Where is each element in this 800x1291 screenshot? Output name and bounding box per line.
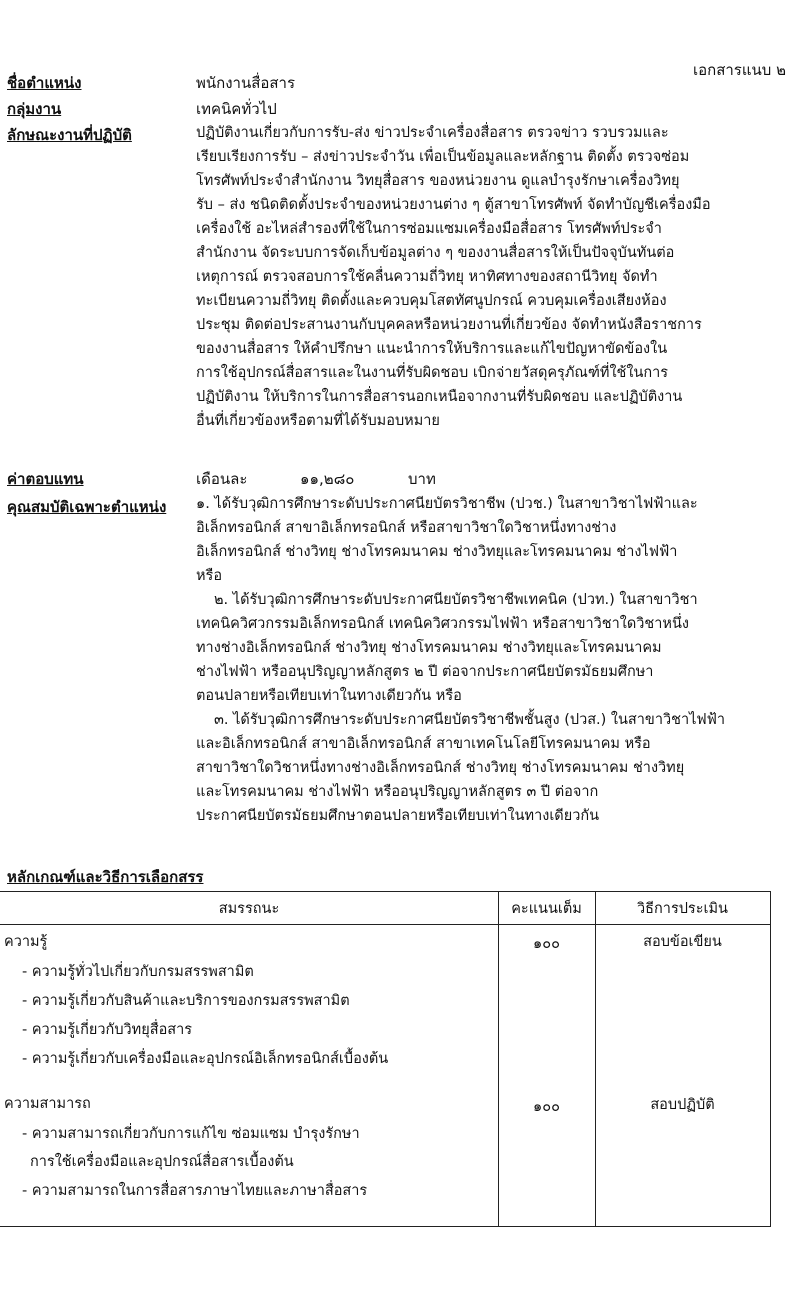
duties-label: ลักษณะงานที่ปฏิบัติ <box>7 126 132 144</box>
duties-line: เครื่องใช้ อะไหล่สำรองที่ใช้ในการซ่อมแซมเครื่องมือสื่อสาร โทรศัพท์ประจำ <box>196 221 662 237</box>
duties-line: รับ – ส่ง ชนิดติดตั้งประจำของหน่วยงานต่าง ๆ ตู้สาขาโทรศัพท์ จัดทำบัญชีเครื่องมือ <box>196 197 711 213</box>
qualification-line: ๑. ได้รับวุฒิการศึกษาระดับประกาศนียบัตรวิชาชีพ (ปวช.) ในสาขาวิชาไฟฟ้าและ <box>196 496 698 512</box>
ability-score: ๑๐๐ <box>533 1099 560 1115</box>
qualification-line: ๒. ได้รับวุฒิการศึกษาระดับประกาศนียบัตรวิชาชีพเทคนิค (ปวท.) ในสาขาวิชา <box>214 592 698 608</box>
qualification-line: สาขาวิชาใดวิชาหนึ่งทางช่างอิเล็กทรอนิกส์ ช่างวิทยุ ช่างโทรคมนาคม ช่างวิทยุ <box>196 760 685 776</box>
qualification-line: ประกาศนียบัตรมัธยมศึกษาตอนปลายหรือเทียบเท่าในทางเดียวกัน <box>196 808 600 824</box>
duties-line: ปฏิบัติงานเกี่ยวกับการรับ-ส่ง ข่าวประจำเครื่องสื่อสาร ตรวจข่าว รวบรวมและ <box>196 125 669 141</box>
qualification-line: เทคนิควิศวกรรมอิเล็กทรอนิกส์ เทคนิควิศวกรรมไฟฟ้า หรือสาขาวิชาใดวิชาหนึ่ง <box>196 616 689 632</box>
position-name-label: ชื่อตำแหน่ง <box>7 74 82 92</box>
ability-item: การใช้เครื่องมือและอุปกรณ์สื่อสารเบื้องต้น <box>30 1154 294 1170</box>
competency-knowledge: ความรู้ <box>4 934 48 950</box>
qualification-line: อิเล็กทรอนิกส์ ช่างวิทยุ ช่างโทรคมนาคม ช่างวิทยุและโทรคมนาคม ช่างไฟฟ้า <box>196 544 678 560</box>
knowledge-item: - ความรู้เกี่ยวกับเครื่องมือและอุปกรณ์อิเล็กทรอนิกส์เบื้องต้น <box>22 1051 389 1067</box>
competency-ability: ความสามารถ <box>4 1096 91 1112</box>
qualification-line: อิเล็กทรอนิกส์ สาขาอิเล็กทรอนิกส์ หรือสาขาวิชาใดวิชาหนึ่งทางช่าง <box>196 520 617 536</box>
qualification-line: ทางช่างอิเล็กทรอนิกส์ ช่างวิทยุ ช่างโทรคมนาคม ช่างวิทยุและโทรคมนาคม <box>196 640 662 656</box>
knowledge-score: ๑๐๐ <box>533 936 560 952</box>
duties-line: อื่นที่เกี่ยวข้องหรือตามที่ได้รับมอบหมาย <box>196 413 440 429</box>
duties-line: เรียบเรียงการรับ – ส่งข่าวประจำวัน เพื่อเป็นข้อมูลและหลักฐาน ติดตั้ง ตรวจซ่อม <box>196 149 690 165</box>
duties-line: ประชุม ติดต่อประสานงานกับบุคคลหรือหน่วยงานที่เกี่ยวข้อง จัดทำหนังสือราชการ <box>196 317 702 333</box>
qualification-line: ช่างไฟฟ้า หรืออนุปริญญาหลักสูตร ๒ ปี ต่อจากประกาศนียบัตรมัธยมศึกษา <box>196 664 654 680</box>
criteria-title: หลักเกณฑ์และวิธีการเลือกสรร <box>7 868 204 886</box>
ability-method: สอบปฏิบัติ <box>650 1097 715 1113</box>
knowledge-method: สอบข้อเขียน <box>643 934 722 950</box>
knowledge-item: - ความรู้เกี่ยวกับสินค้าและบริการของกรมสรรพสามิต <box>22 993 350 1009</box>
position-name-value: พนักงานสื่อสาร <box>196 74 296 92</box>
duties-line: ทะเบียนความถี่วิทยุ ติดตั้งและควบคุมโสตทัศนูปกรณ์ ควบคุมเครื่องเสียงห้อง <box>196 293 667 309</box>
job-group-label: กลุ่มงาน <box>7 100 62 118</box>
qualification-line: หรือ <box>196 568 223 584</box>
duties-line: การใช้อุปกรณ์สื่อสารและในงานที่รับผิดชอบ เบิกจ่ายวัสดุครุภัณฑ์ที่ใช้ในการ <box>196 365 669 381</box>
qualifications-paragraph <box>196 492 776 828</box>
qualification-line: และอิเล็กทรอนิกส์ สาขาอิเล็กทรอนิกส์ สาขาเทคโนโลยีโทรคมนาคม หรือ <box>196 736 651 752</box>
qualifications-label: คุณสมบัติเฉพาะตำแหน่ง <box>7 498 167 516</box>
compensation-label: ค่าตอบแทน <box>7 470 84 488</box>
duties-line: ปฏิบัติงาน ให้บริการในการสื่อสารนอกเหนือจากงานที่รับผิดชอบ และปฏิบัติงาน <box>196 389 683 405</box>
compensation-prefix: เดือนละ <box>196 470 248 488</box>
duties-line: เหตุการณ์ ตรวจสอบการใช้คลื่นความถี่วิทยุ หาทิศทางของสถานีวิทยุ จัดทำ <box>196 269 658 285</box>
qualification-line: ๓. ได้รับวุฒิการศึกษาระดับประกาศนียบัตรวิชาชีพชั้นสูง (ปวส.) ในสาขาวิชาไฟฟ้า <box>214 712 726 728</box>
header-method: วิธีการประเมิน <box>637 901 728 917</box>
duties-line: โทรศัพท์ประจำสำนักงาน วิทยุสื่อสาร ของหน่วยงาน ดูแลบำรุงรักษาเครื่องวิทยุ <box>196 173 680 189</box>
ability-item: - ความสามารถเกี่ยวกับการแก้ไข ซ่อมแซม บำรุงรักษา <box>22 1126 360 1142</box>
header-competency: สมรรถนะ <box>218 901 280 917</box>
duties-line: ของงานสื่อสาร ให้คำปรึกษา แนะนำการให้บริการและแก้ไขปัญหาขัดข้องใน <box>196 341 668 357</box>
ability-item: - ความสามารถในการสื่อสารภาษาไทยและภาษาสื่อสาร <box>22 1183 368 1199</box>
header-full-score: คะแนนเต็ม <box>511 901 582 917</box>
qualification-line: ตอนปลายหรือเทียบเท่าในทางเดียวกัน หรือ <box>196 688 462 704</box>
job-group-value: เทคนิคทั่วไป <box>196 100 277 118</box>
duties-line: สำนักงาน จัดระบบการจัดเก็บข้อมูลต่าง ๆ ของงานสื่อสารให้เป็นปัจจุบันทันต่อ <box>196 245 675 261</box>
knowledge-item: - ความรู้เกี่ยวกับวิทยุสื่อสาร <box>22 1022 193 1038</box>
criteria-table <box>0 891 771 1227</box>
compensation-unit: บาท <box>408 470 436 488</box>
knowledge-item: - ความรู้ทั่วไปเกี่ยวกับกรมสรรพสามิต <box>22 964 254 980</box>
qualification-line: และโทรคมนาคม ช่างไฟฟ้า หรืออนุปริญญาหลักสูตร ๓ ปี ต่อจาก <box>196 784 599 800</box>
compensation-amount: ๑๑,๒๘๐ <box>300 470 355 488</box>
attachment-label: เอกสารแนบ ๒ <box>693 61 786 79</box>
duties-paragraph <box>196 121 776 433</box>
